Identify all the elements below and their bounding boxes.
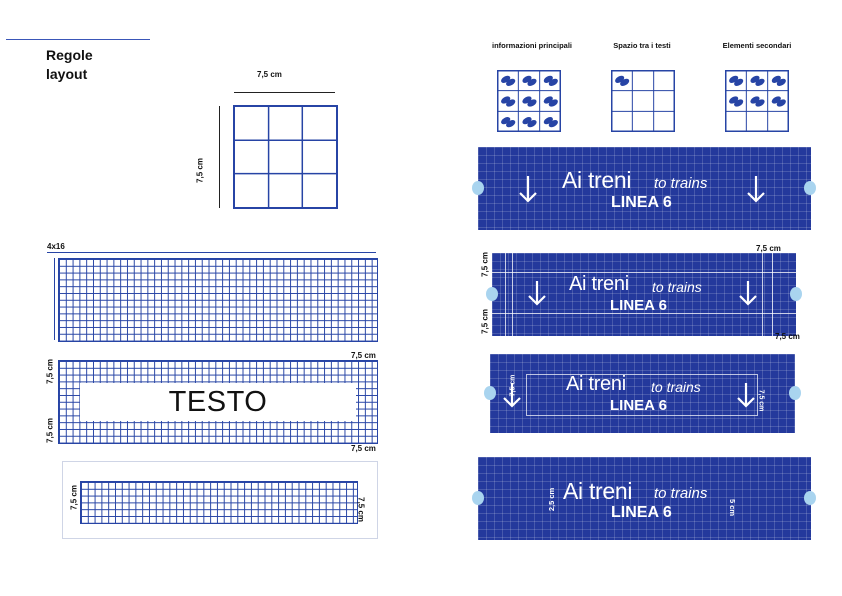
sign-1-main-text: Ai treni	[562, 167, 632, 193]
icon-grid-secondary	[725, 70, 789, 132]
col-secondary-heading: Elementi secondari	[722, 41, 792, 50]
sign-2-line-text: LINEA 6	[610, 297, 667, 314]
small-grid-right-label: 7,5 cm	[356, 497, 366, 522]
grid-4x16-top-rule	[47, 252, 376, 253]
sign-1-english-text: to trains	[654, 175, 708, 192]
sign-1-line-text: LINEA 6	[611, 194, 672, 211]
icon-grid-primary	[497, 70, 561, 132]
grid-4x16-left-rule	[54, 258, 55, 340]
sign-2-guide-left	[505, 253, 506, 336]
sign-2-left-top-label: 7,5 cm	[480, 252, 490, 277]
sign-2-top-right-label: 7,5 cm	[756, 244, 781, 253]
grid-4x16	[58, 258, 378, 342]
sign-3-left-notch	[484, 386, 496, 400]
testo-top-right-label: 7,5 cm	[351, 351, 376, 360]
sign-2-left-notch	[486, 287, 498, 301]
testo-box	[80, 383, 356, 421]
testo-left-bottom-label: 7,5 cm	[45, 418, 55, 443]
sign-4-left-label: 2,5 cm	[547, 487, 557, 512]
module-grid-3x3	[233, 105, 338, 209]
small-grid-left-label: 7,5 cm	[69, 485, 79, 510]
arrow-down-icon	[518, 174, 538, 204]
arrow-down-icon	[527, 279, 547, 307]
header-rule	[6, 39, 150, 40]
sign-4-english-text: to trains	[654, 485, 708, 502]
sign-3-right-notch	[789, 386, 801, 400]
page-title	[46, 46, 93, 84]
module-width-label: 7,5 cm	[257, 70, 282, 79]
sign-2-bottom-right-label: 7,5 cm	[775, 332, 800, 341]
sign-4-line-text: LINEA 6	[611, 504, 672, 521]
sign-4-right-label: 5 cm	[728, 498, 738, 517]
sign-2-main-text: Ai treni	[569, 273, 629, 295]
sign-4-right-notch	[804, 491, 816, 505]
testo-left-top-label: 7,5 cm	[45, 359, 55, 384]
sign-2	[492, 253, 796, 336]
sign-4-main-text: Ai treni	[563, 478, 633, 504]
sign-1-left-notch	[472, 181, 484, 195]
sign-3-right-label: 7,5 cm	[757, 389, 765, 412]
col-spacing-heading: Spazio tra i testi	[613, 41, 671, 50]
icon-grid-spacing	[611, 70, 675, 132]
sign-4	[478, 457, 811, 540]
testo-bottom-right-label: 7,5 cm	[351, 444, 376, 453]
testo-text: TESTO	[168, 385, 268, 418]
sign-3	[490, 354, 795, 433]
col-primary-heading: informazioni principali	[491, 41, 572, 50]
module-height-label: 7,5 cm	[195, 158, 205, 183]
small-grid	[80, 481, 358, 524]
sign-2-guide-top	[492, 272, 796, 273]
sign-1-right-notch	[804, 181, 816, 195]
module-width-line	[234, 92, 335, 93]
sign-2-english-text: to trains	[652, 279, 702, 295]
arrow-down-icon	[746, 174, 766, 204]
sign-2-left-bottom-label: 7,5 cm	[480, 309, 490, 334]
sign-3-main-text: Ai treni	[566, 373, 626, 395]
page-title-line2: layout	[46, 66, 88, 82]
sign-3-english-text: to trains	[651, 379, 701, 395]
sign-2-guide-left2	[512, 253, 513, 336]
arrow-down-icon	[738, 279, 758, 307]
sign-4-left-notch	[472, 491, 484, 505]
grid-4x16-label: 4x16	[47, 242, 65, 251]
sign-3-left-label: 7,5 cm	[509, 374, 517, 397]
page-title-line1: Regole	[46, 47, 93, 63]
sign-2-right-notch	[790, 287, 802, 301]
sign-1	[478, 147, 811, 230]
arrow-down-icon	[736, 381, 756, 409]
sign-3-line-text: LINEA 6	[610, 397, 667, 414]
module-height-line	[219, 106, 220, 208]
sign-2-guide-right2	[772, 253, 773, 336]
sign-2-guide-right	[762, 253, 763, 336]
